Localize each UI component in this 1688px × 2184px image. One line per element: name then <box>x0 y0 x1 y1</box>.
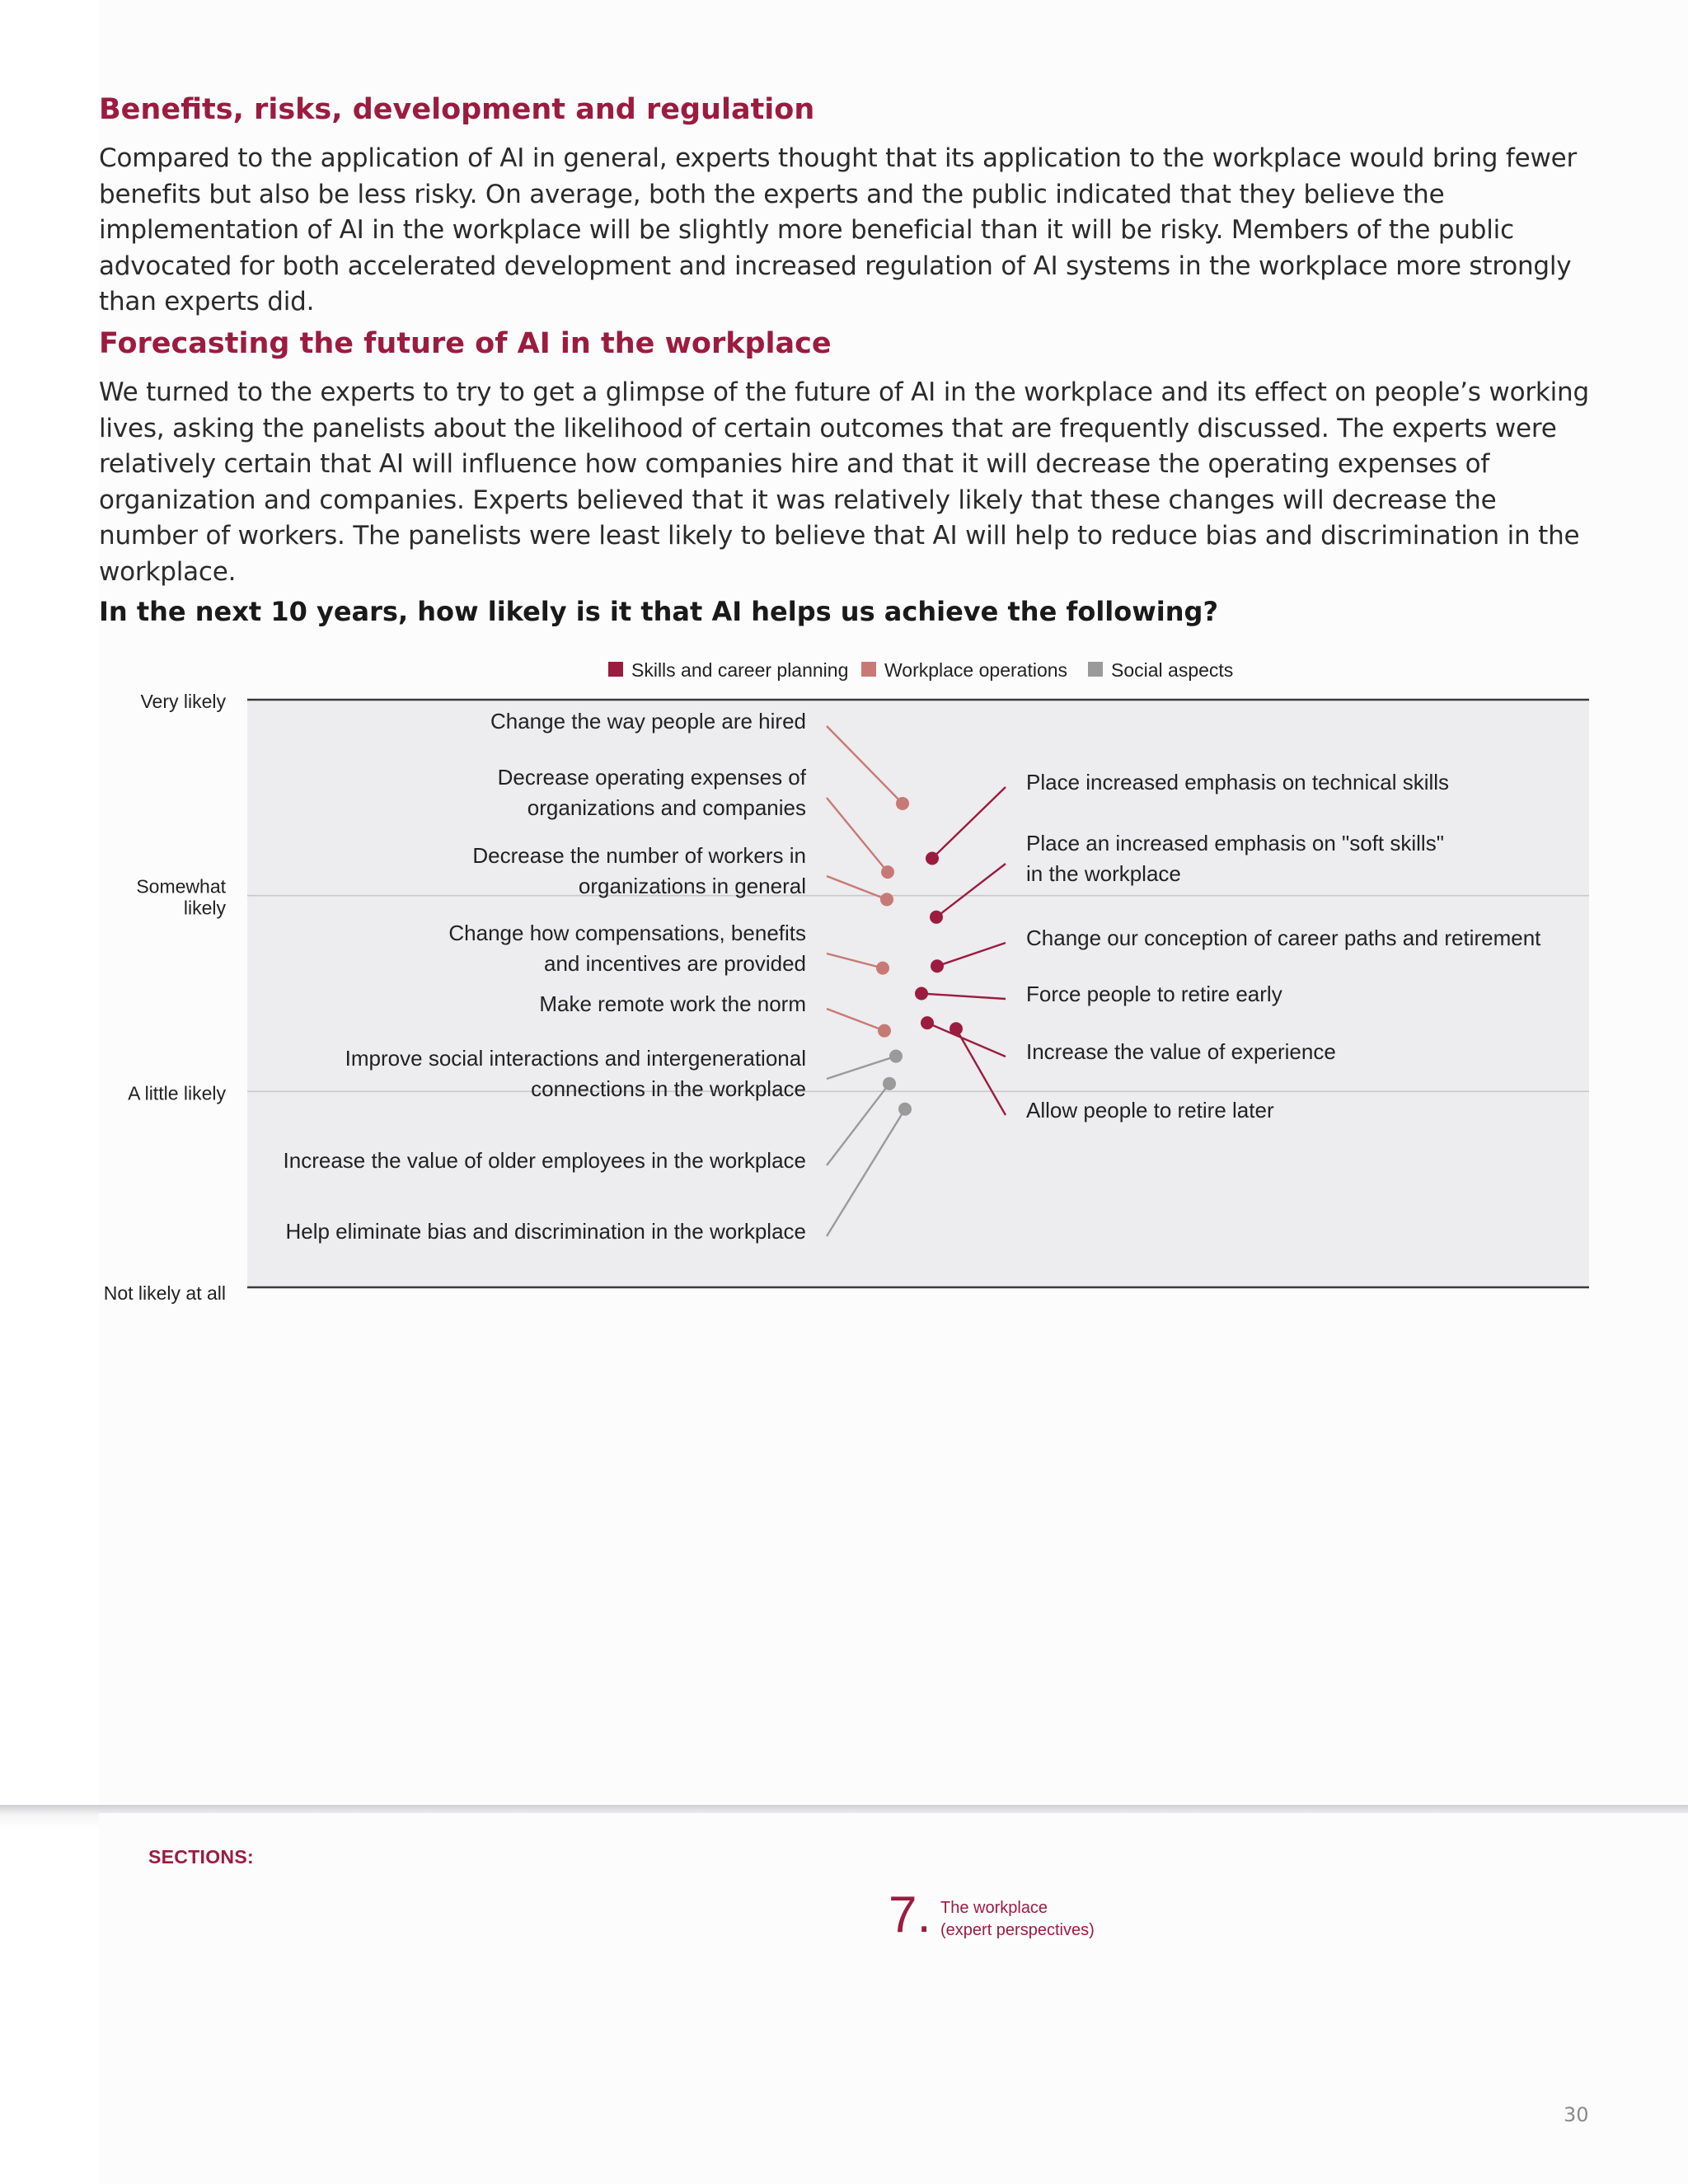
sections-label: SECTIONS: <box>148 1846 254 1868</box>
section-title-line-1: The workplace <box>940 1899 1048 1917</box>
y-tick-label: Somewhat <box>136 875 226 898</box>
section-heading-benefits: Benefits, risks, development and regulation <box>99 93 815 126</box>
data-label: Change our conception of career paths and retirement <box>1026 926 1541 950</box>
page-number: 30 <box>1564 2103 1589 2126</box>
data-label: Decrease the number of workers in <box>472 843 806 868</box>
data-point-help-eliminate-bias-and-discrimination-in-the-workplace <box>898 1103 912 1116</box>
legend-label-workplace-operations: Workplace operations <box>884 659 1068 681</box>
legend-label-skills-and-career-planning: Skills and career planning <box>631 659 849 681</box>
data-label: organizations in general <box>578 874 806 898</box>
legend-swatch-workplace-operations <box>861 662 876 677</box>
data-label: in the workplace <box>1026 861 1181 886</box>
data-point-improve-social-interactions-and-intergenerational-connections-in-the-workplace <box>889 1050 903 1063</box>
y-tick-label: Very likely <box>140 691 226 712</box>
section-title-line-2: (expert perspectives) <box>940 1921 1095 1939</box>
legend-swatch-social-aspects <box>1088 662 1103 677</box>
data-point-change-the-way-people-are-hired <box>896 797 909 810</box>
data-point-place-increased-emphasis-on-technical-skills <box>926 852 939 865</box>
y-tick-label: Not likely at all <box>103 1282 226 1304</box>
data-label: and incentives are provided <box>544 951 806 976</box>
data-label: organizations and companies <box>527 795 806 820</box>
section-number[interactable]: 7. <box>889 1886 931 1943</box>
data-point-force-people-to-retire-early <box>915 987 928 1001</box>
legend-swatch-skills-and-career-planning <box>608 662 623 677</box>
data-label: Decrease operating expenses of <box>497 765 806 790</box>
data-label: Increase the value of experience <box>1026 1039 1336 1064</box>
data-point-make-remote-work-the-norm <box>878 1024 891 1038</box>
footer <box>99 1813 1688 2184</box>
data-label: Make remote work the norm <box>539 991 806 1016</box>
data-point-change-our-conception-of-career-paths-and-retirement <box>931 959 944 972</box>
data-point-increase-the-value-of-experience <box>921 1016 934 1029</box>
data-label: connections in the workplace <box>531 1076 806 1101</box>
data-label: Allow people to retire later <box>1026 1098 1274 1122</box>
chart-question: In the next 10 years, how likely is it that AI helps us achieve the following? <box>99 596 1219 627</box>
data-point-allow-people-to-retire-later <box>950 1022 963 1035</box>
y-tick-label: A little likely <box>128 1082 226 1104</box>
legend-label-social-aspects: Social aspects <box>1111 659 1234 681</box>
data-label: Place increased emphasis on technical skills <box>1026 770 1450 794</box>
y-tick-label: likely <box>183 897 226 919</box>
data-label: Help eliminate bias and discrimination in the workplace <box>285 1219 806 1244</box>
data-label: Change the way people are hired <box>490 709 806 733</box>
data-point-place-an-increased-emphasis-on-soft-skills-in-the-workplace <box>930 911 943 924</box>
data-label: Force people to retire early <box>1026 982 1282 1006</box>
data-point-decrease-operating-expenses-of-organizations-and-companies <box>881 865 894 879</box>
data-label: Change how compensations, benefits <box>448 921 806 945</box>
data-label: Increase the value of older employees in the workplace <box>283 1148 806 1173</box>
data-label: Improve social interactions and intergenerational <box>345 1046 806 1071</box>
data-point-change-how-compensations-benefits-and-incentives-are-provided <box>876 962 889 975</box>
section-heading-forecasting: Forecasting the future of AI in the workplace <box>99 327 832 360</box>
section-link-workplace[interactable] <box>940 1897 1095 1942</box>
data-point-increase-the-value-of-older-employees-in-the-workplace <box>883 1077 896 1090</box>
data-label: Place an increased emphasis on "soft skills" <box>1026 831 1444 855</box>
paragraph-forecasting: We turned to the experts to try to get a glimpse of the future of AI in the workplace and its effect on people’s working lives, asking the panelists about the likelihood of certain outcomes that are frequently discussed. The experts were relatively certain that AI will influence how companies hire and that it will decrease the operating expenses of organization and companies. Experts believed that it was relatively likely that these changes will decrease the number of workers. The panelists were least likely to believe that AI will help to reduce bias and discrimination in the workplace. <box>99 377 1589 587</box>
paragraph-benefits: Compared to the application of AI in general, experts thought that its application to the workplace would bring fewer benefits but also be less risky. On average, both the experts and the public indicated that they believe the implementation of AI in the workplace will be slightly more beneficial than it will be risky. Members of the public advocated for both accelerated development and increased regulation of AI systems in the workplace more strongly than experts did. <box>99 143 1578 316</box>
data-point-decrease-the-number-of-workers-in-organizations-in-general <box>880 893 893 906</box>
